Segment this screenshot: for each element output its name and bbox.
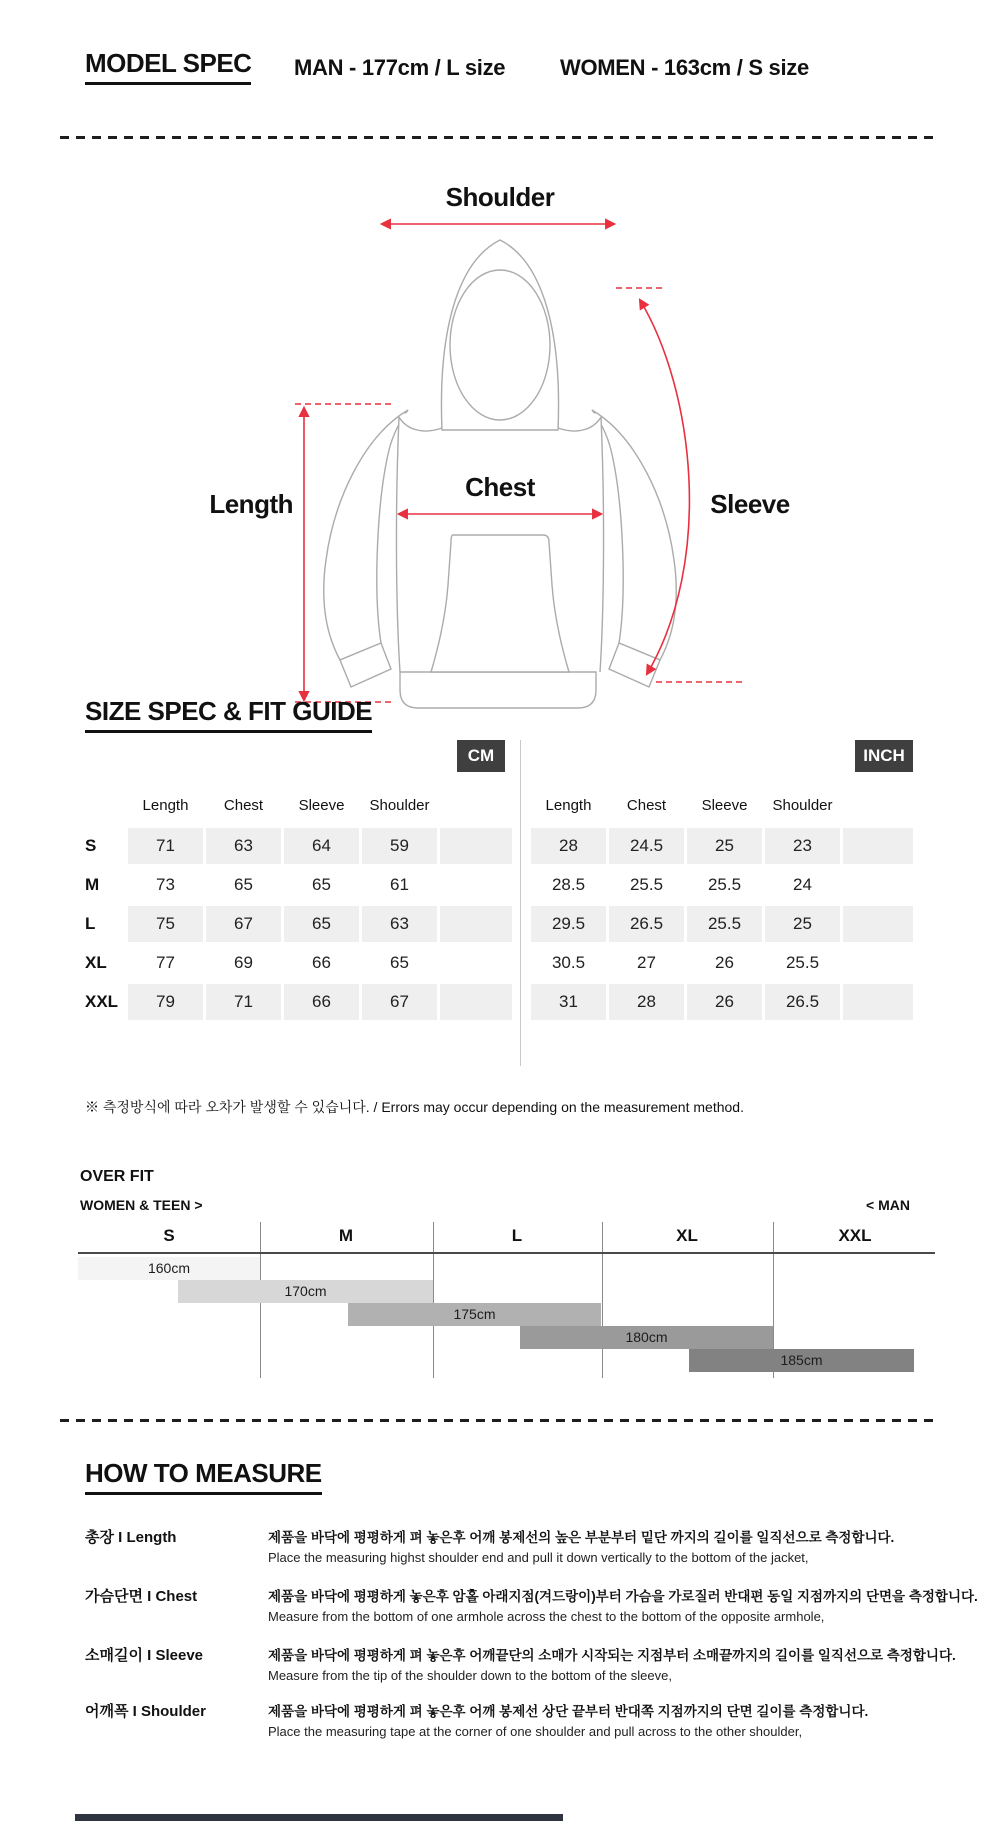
inch-cell: 25.5: [785, 953, 820, 972]
hoodie-diagram: [150, 140, 850, 720]
inch-cell-empty: [843, 867, 913, 903]
overfit-bar-175: 175cm: [348, 1303, 601, 1326]
inch-cell: 28: [609, 984, 684, 1020]
overfit-man-label: < MAN: [866, 1197, 910, 1213]
overfit-gridline: [433, 1222, 434, 1378]
inch-cell: 24.5: [609, 828, 684, 864]
inch-cell: 24: [793, 875, 812, 894]
overfit-title: OVER FIT: [80, 1168, 154, 1185]
kangaroo-pocket: [431, 535, 569, 672]
shoulder-diagram-label: Shoulder: [445, 182, 555, 212]
dashed-divider-top: [60, 136, 940, 139]
measure-kr-length: 제품을 바닥에 평평하게 펴 놓은후 어깨 봉제선의 높은 부분부터 밑단 까지의 길이를 일직선으로 측정합니다.: [268, 1530, 895, 1545]
measure-kr-sleeve: 제품을 바닥에 평평하게 펴 놓은후 어깨끝단의 소매가 시작되는 지점부터 소매끝까지의 길이를 일직선으로 측정합니다.: [268, 1648, 956, 1663]
hem-band: [400, 672, 596, 708]
inch-cell: 23: [765, 828, 840, 864]
overfit-axis: [78, 1252, 935, 1254]
cm-col-shoulder: Shoulder: [369, 797, 430, 814]
model-spec-women: WOMEN - 163cm / S size: [560, 55, 809, 80]
overfit-bar-180: 180cm: [520, 1326, 773, 1349]
inch-col-chest: Chest: [626, 797, 667, 814]
inch-cell: 28: [531, 828, 606, 864]
cm-cell-empty: [440, 828, 512, 864]
how-to-measure-title: HOW TO MEASURE: [85, 1458, 322, 1495]
inch-cell: 26: [715, 953, 734, 972]
inch-cell: 25: [687, 828, 762, 864]
right-sleeve-outline: [592, 410, 676, 660]
measure-en-sleeve: Measure from the tip of the shoulder down to the bottom of the sleeve,: [268, 1668, 672, 1683]
inch-cell: 26.5: [609, 906, 684, 942]
cm-cell: 65: [284, 906, 359, 942]
cm-col-length: Length: [142, 797, 189, 814]
inch-cell: 25.5: [707, 875, 742, 894]
cm-cell: 66: [284, 984, 359, 1020]
table-row: [0, 828, 1000, 864]
measurement-note: ※ 측정방식에 따라 오차가 발생할 수 있습니다. / Errors may occur depending on the measurement method.: [85, 1099, 744, 1115]
measure-label-sleeve: 소매길이 I Sleeve: [85, 1647, 204, 1664]
cm-cell-empty: [440, 867, 512, 903]
overfit-size-l: L: [511, 1226, 523, 1245]
size-label: L: [85, 914, 96, 933]
table-row: [0, 906, 1000, 942]
size-label: M: [85, 875, 100, 894]
measure-en-length: Place the measuring highst shoulder end and pull it down vertically to the bottom of the jacket,: [268, 1550, 809, 1565]
measure-label-length: 총장 I Length: [85, 1529, 177, 1546]
cm-cell: 65: [234, 875, 253, 894]
hood-opening: [450, 270, 550, 420]
cm-cell-empty: [440, 945, 512, 981]
inch-cell: 27: [637, 953, 656, 972]
cm-cell-empty: [440, 906, 512, 942]
overfit-gridline: [602, 1222, 603, 1378]
cm-cell: 75: [128, 906, 203, 942]
inch-cell: 25: [765, 906, 840, 942]
cm-cell: 63: [206, 828, 281, 864]
measure-label-shoulder: 어깨폭 I Shoulder: [85, 1703, 206, 1720]
inch-cell: 30.5: [551, 953, 586, 972]
overfit-bar-185: 185cm: [689, 1349, 914, 1372]
overfit-bar-170: 170cm: [178, 1280, 433, 1303]
cm-cell: 71: [128, 828, 203, 864]
cm-cell: 73: [156, 875, 175, 894]
cm-cell: 61: [390, 875, 409, 894]
table-row: [0, 867, 1000, 903]
overfit-size-xl: XL: [676, 1226, 698, 1245]
cm-cell: 65: [312, 875, 331, 894]
table-row: [0, 945, 1000, 981]
dashed-divider-bottom: [60, 1419, 940, 1422]
cm-cell: 65: [390, 953, 409, 972]
size-label: XL: [85, 953, 107, 972]
left-sleeve-outline: [324, 410, 408, 660]
inch-unit-badge: INCH: [855, 740, 913, 772]
cm-cell: 66: [312, 953, 331, 972]
cm-col-chest: Chest: [223, 797, 264, 814]
table-row: [0, 984, 1000, 1020]
cm-cell: 77: [156, 953, 175, 972]
inch-cell: 29.5: [531, 906, 606, 942]
sleeve-diagram-label: Sleeve: [710, 489, 790, 519]
measure-en-chest: Measure from the bottom of one armhole across the chest to the bottom of the opposite armhole,: [268, 1609, 825, 1624]
cm-cell-empty: [440, 984, 512, 1020]
inch-cell-empty: [843, 828, 913, 864]
inch-cell: 25.5: [687, 906, 762, 942]
size-label: S: [85, 836, 97, 855]
overfit-size-xxl: XXL: [838, 1226, 872, 1245]
inch-cell-empty: [843, 945, 913, 981]
cm-cell: 64: [284, 828, 359, 864]
inch-col-length: Length: [545, 797, 592, 814]
inch-cell: 31: [531, 984, 606, 1020]
cm-cell: 67: [362, 984, 437, 1020]
cm-cell: 63: [362, 906, 437, 942]
inch-cell-empty: [843, 906, 913, 942]
inch-cell: 26.5: [765, 984, 840, 1020]
cm-col-sleeve: Sleeve: [298, 797, 345, 814]
measure-kr-chest: 제품을 바닥에 평평하게 놓은후 암홀 아래지점(겨드랑이)부터 가슴을 가로질러 반대편 동일 지점까지의 단면을 측정합니다.: [268, 1589, 978, 1604]
overfit-size-m: M: [338, 1226, 354, 1245]
size-spec-title: SIZE SPEC & FIT GUIDE: [85, 696, 372, 733]
cm-cell: 69: [234, 953, 253, 972]
model-spec-man: MAN - 177cm / L size: [294, 55, 506, 80]
cm-cell: 71: [206, 984, 281, 1020]
page-title: MODEL SPEC: [85, 48, 251, 85]
inch-cell: 28.5: [551, 875, 586, 894]
inch-cell: 25.5: [629, 875, 664, 894]
overfit-bar-160: 160cm: [78, 1257, 260, 1280]
length-diagram-label: Length: [209, 489, 293, 519]
next-section-clipped-bar: [75, 1814, 563, 1821]
cm-cell: 59: [362, 828, 437, 864]
cm-cell: 67: [206, 906, 281, 942]
cm-cell: 79: [128, 984, 203, 1020]
measure-label-chest: 가슴단면 I Chest: [85, 1588, 198, 1605]
measure-en-shoulder: Place the measuring tape at the corner of one shoulder and pull across to the other shoulder,: [268, 1724, 803, 1739]
cm-unit-badge: CM: [457, 740, 505, 772]
overfit-women-teen-label: WOMEN & TEEN >: [80, 1197, 203, 1213]
overfit-size-s: S: [163, 1226, 175, 1245]
inch-col-sleeve: Sleeve: [701, 797, 748, 814]
measure-kr-shoulder: 제품을 바닥에 평평하게 펴 놓은후 어깨 봉제선 상단 끝부터 반대쪽 지점까지의 단면 길이를 측정합니다.: [268, 1704, 869, 1719]
inch-col-shoulder: Shoulder: [772, 797, 833, 814]
inch-cell: 26: [687, 984, 762, 1020]
inch-cell-empty: [843, 984, 913, 1020]
chest-diagram-label: Chest: [465, 472, 535, 502]
size-label: XXL: [85, 992, 119, 1011]
